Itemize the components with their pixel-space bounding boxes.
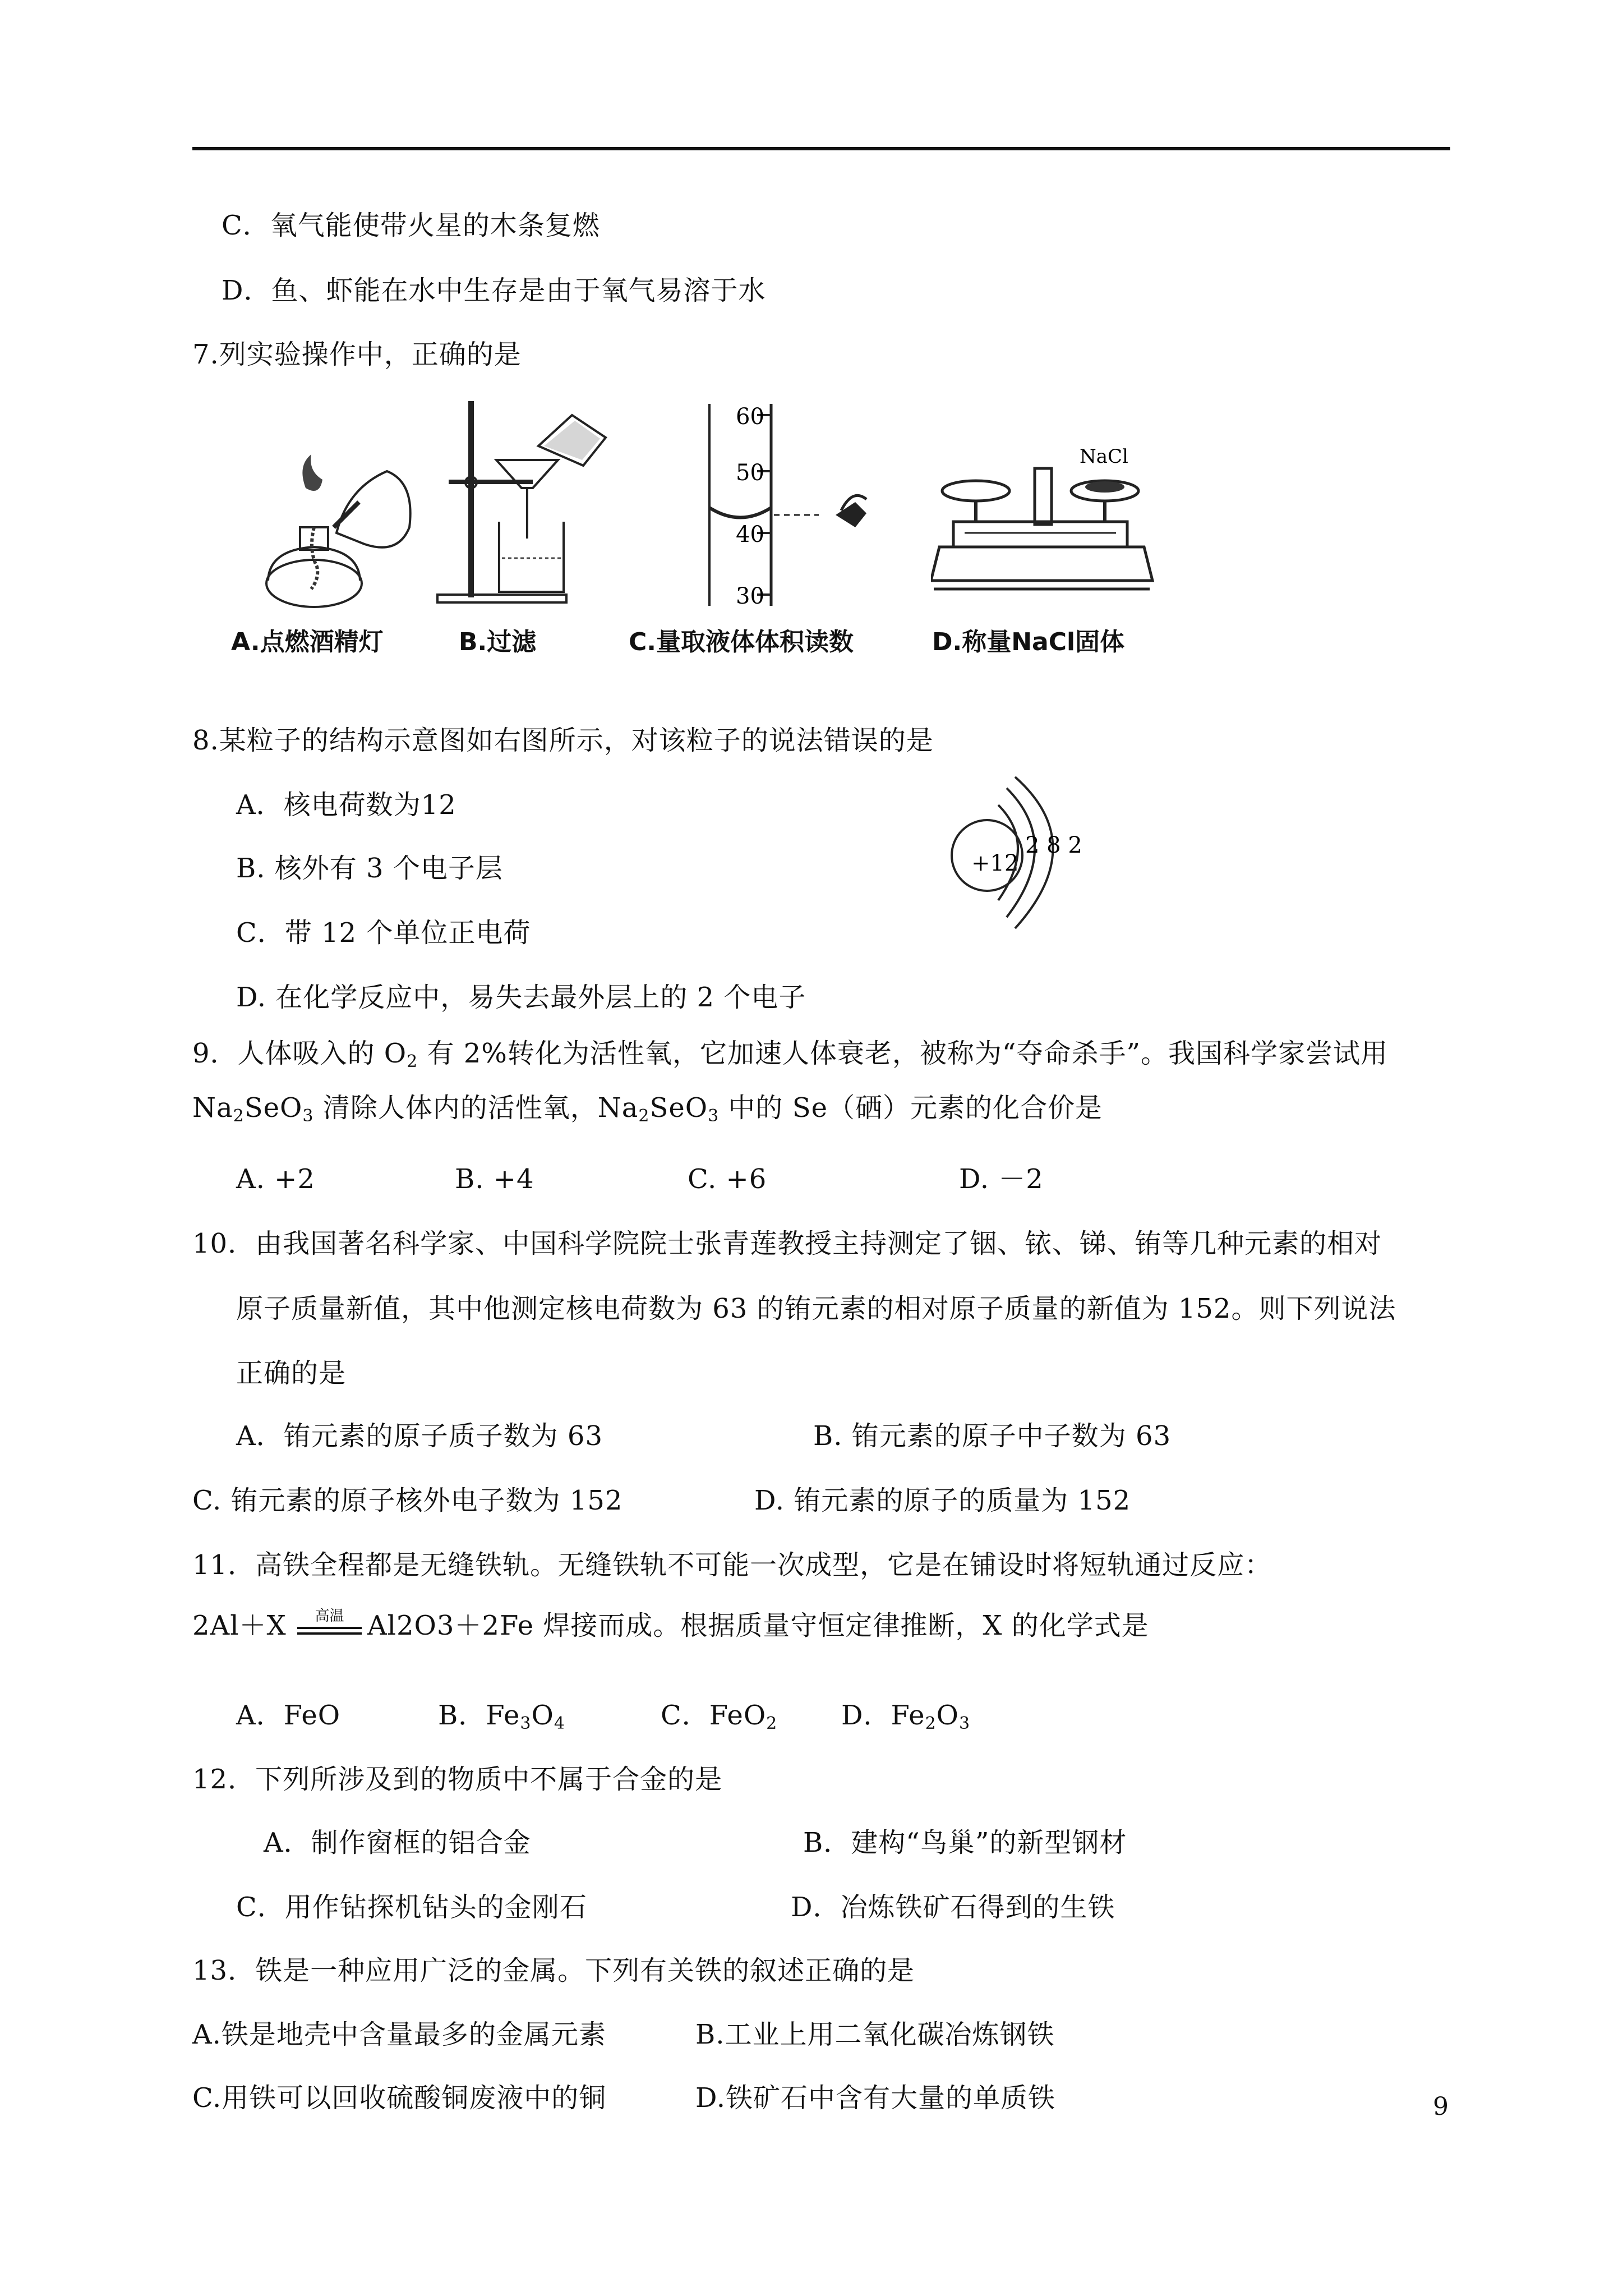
q7-caption-b: B.过滤 xyxy=(459,628,537,656)
balance-figure xyxy=(931,438,1155,611)
page-number: 9 xyxy=(1433,2092,1449,2121)
q8-option-b: B. 核外有 3 个电子层 xyxy=(236,853,503,884)
q9-option-a: A. +2 xyxy=(236,1163,315,1195)
q8-stem: 8.某粒子的结构示意图如右图所示，对该粒子的说法错误的是 xyxy=(192,725,934,756)
q9-option-b: B. +4 xyxy=(455,1163,534,1195)
tick-40: 40 xyxy=(736,522,764,547)
filtration-figure xyxy=(432,398,617,611)
q11-line1: 11．高铁全程都是无缝铁轨。无缝铁轨不可能一次成型，它是在铺设时将短轨通过反应： xyxy=(192,1549,1272,1581)
q12-stem: 12．下列所涉及到的物质中不属于合金的是 xyxy=(192,1764,723,1795)
q13-option-c: C.用铁可以回收硫酸铜废液中的铜 xyxy=(192,2082,607,2114)
q10-option-c: C. 铕元素的原子核外电子数为 152 xyxy=(192,1485,623,1516)
q12-option-c: C．用作钻探机钻头的金刚石 xyxy=(236,1892,587,1923)
q10-option-d: D. 铕元素的原子的质量为 152 xyxy=(754,1485,1131,1516)
tick-60: 60 xyxy=(736,404,764,430)
nucleus-charge: +12 xyxy=(971,850,1019,876)
tick-50: 50 xyxy=(736,460,764,486)
q10-line3: 正确的是 xyxy=(236,1358,347,1389)
q9-line1: 9．人体吸入的 $O_2$ 有 2%转化为活性氧，它加速人体衰老，被称为“夺命杀手”。我国科学家尝试用 xyxy=(192,1038,1388,1071)
q13-stem: 13．铁是一种应用广泛的金属。下列有关铁的叙述正确的是 xyxy=(192,1955,915,1986)
q11-option-b: B．$Fe_3O_4$ xyxy=(438,1700,565,1733)
q13-option-b: B.工业上用二氧化碳冶炼钢铁 xyxy=(695,2019,1055,2050)
q12-option-a: A．制作窗框的铝合金 xyxy=(264,1827,531,1858)
q13-option-a: A.铁是地壳中含量最多的金属元素 xyxy=(192,2019,606,2050)
q10-option-a: A．铕元素的原子质子数为 63 xyxy=(236,1420,603,1452)
q10-line2: 原子质量新值，其中他测定核电荷数为 63 的铕元素的相对原子质量的新值为 152。则下列说法 xyxy=(236,1293,1396,1324)
q7-caption-c: C.量取液体体积读数 xyxy=(629,628,854,656)
q11-option-d: D．$Fe_2O_3$ xyxy=(841,1700,971,1733)
electron-config: 2 8 2 xyxy=(1025,832,1082,858)
q9-line2: $Na_2SeO_3$ 清除人体内的活性氧，$Na_2SeO_3$ 中的 Se（硒）元素的化合价是 xyxy=(192,1092,1103,1126)
q11-eq-left: 2Al＋X xyxy=(192,1610,287,1641)
q7-caption-a: A.点燃酒精灯 xyxy=(231,628,384,656)
cylinder-reading-figure xyxy=(707,393,920,611)
header-rule xyxy=(192,147,1450,150)
q7-stem: 7.列实验操作中，正确的是 xyxy=(192,339,522,370)
q10-option-b: B. 铕元素的原子中子数为 63 xyxy=(813,1420,1172,1452)
q11-option-a: A．FeO xyxy=(236,1700,341,1731)
q8-option-d: D. 在化学反应中，易失去最外层上的 2 个电子 xyxy=(236,982,806,1013)
q12-option-d: D．冶炼铁矿石得到的生铁 xyxy=(791,1892,1115,1923)
q11-option-c: C．FeO$_2$ xyxy=(661,1700,778,1733)
reaction-arrow xyxy=(297,1608,362,1635)
q7-caption-d: D.称量NaCl固体 xyxy=(932,628,1125,656)
q12-option-b: B．建构“鸟巢”的新型钢材 xyxy=(803,1827,1127,1858)
q13-option-d: D.铁矿石中含有大量的单质铁 xyxy=(695,2082,1056,2114)
q9-option-d: D. －2 xyxy=(959,1163,1044,1195)
q8-option-a: A．核电荷数为12 xyxy=(236,789,457,821)
nacl-label: NaCl xyxy=(1080,445,1128,468)
reaction-condition: 高温 xyxy=(315,1608,344,1625)
tick-30: 30 xyxy=(736,583,764,609)
alcohol-lamp-figure xyxy=(252,449,421,611)
q6-option-c: C．氧气能使带火星的木条复燃 xyxy=(222,210,600,241)
q8-option-c: C．带 12 个单位正电荷 xyxy=(236,917,531,949)
q6-option-d: D．鱼、虾能在水中生存是由于氧气易溶于水 xyxy=(222,275,766,306)
q9-option-c: C. +6 xyxy=(688,1163,767,1195)
q11-eq-right: Al2O3＋2Fe 焊接而成。根据质量守恒定律推断，X 的化学式是 xyxy=(367,1610,1149,1641)
atom-structure-diagram xyxy=(942,774,1088,931)
q10-line1: 10．由我国著名科学家、中国科学院院士张青莲教授主持测定了铟、铱、锑、铕等几种元素的相对 xyxy=(192,1228,1382,1259)
